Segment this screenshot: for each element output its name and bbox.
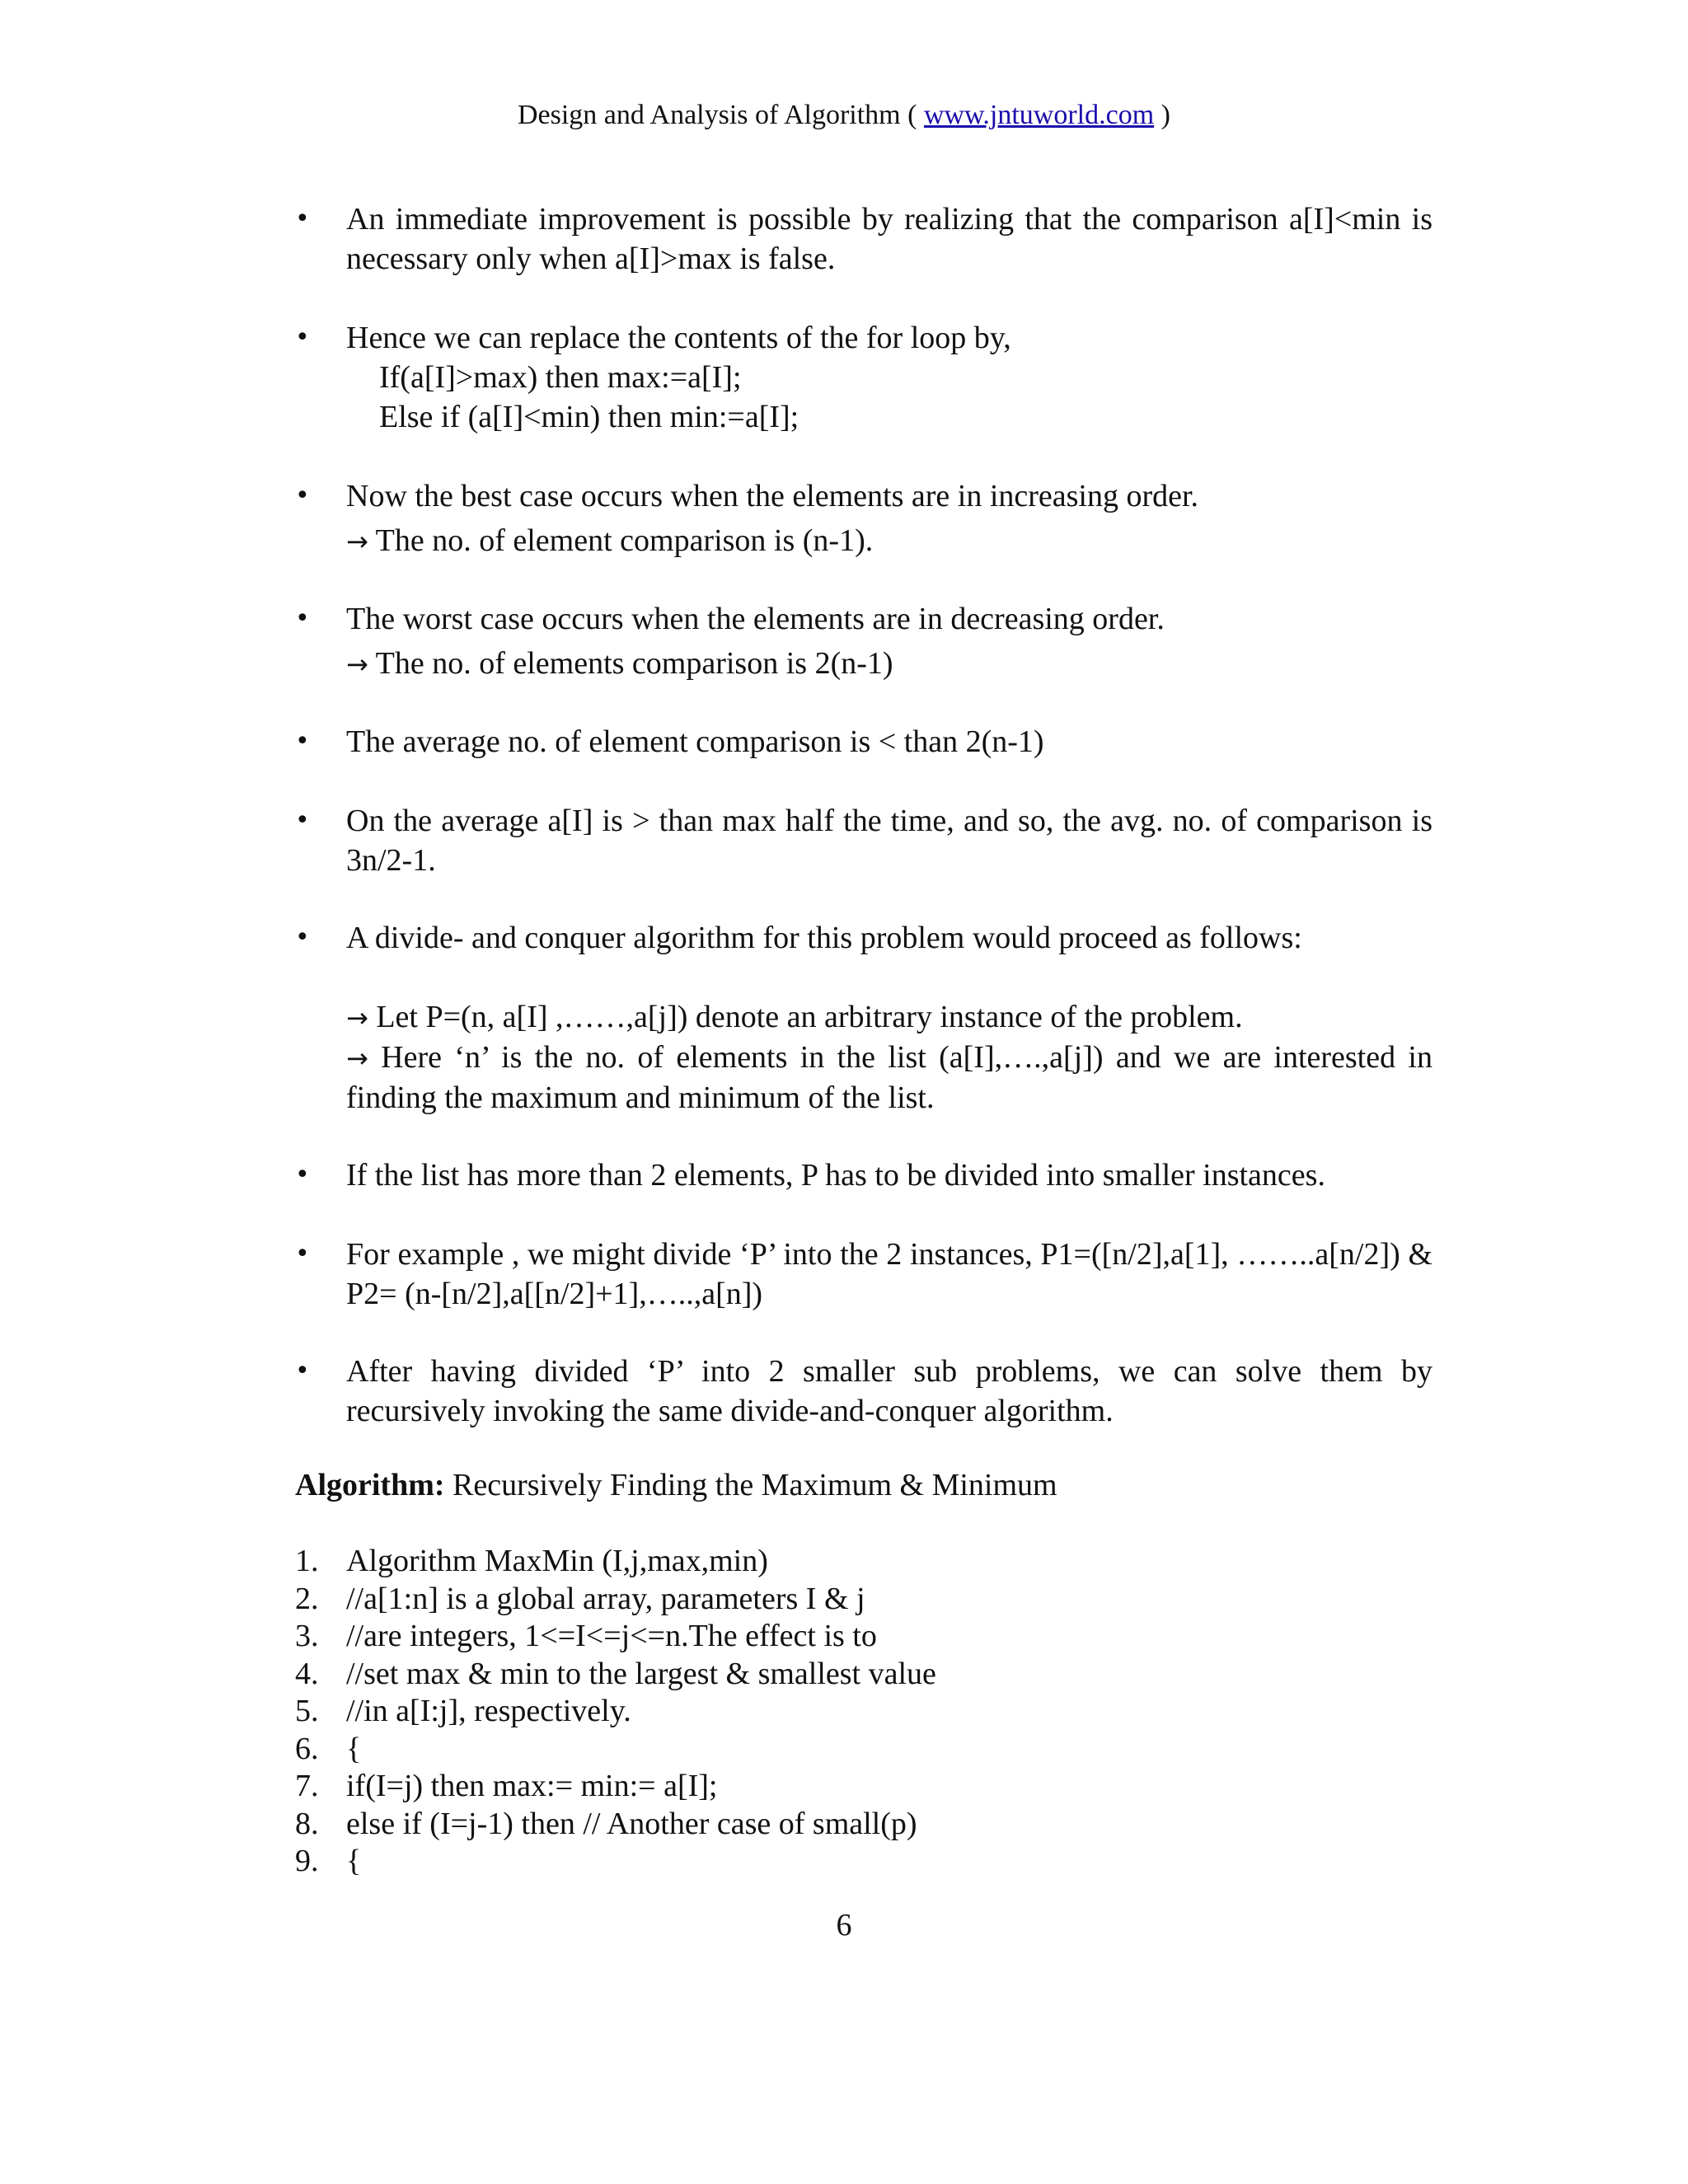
algorithm-line [295, 1656, 1432, 1694]
line-text: //set max & min to the largest & smallest value [346, 1656, 936, 1691]
bullet-item [295, 918, 1432, 1118]
header-link[interactable]: www.jntuworld.com [923, 100, 1155, 130]
line-text: //in a[I:j], respectively. [346, 1694, 631, 1728]
bullet-item [295, 1155, 1432, 1195]
arrow-icon: → [346, 1002, 368, 1033]
bullet-item [295, 801, 1432, 880]
arrow-icon: → [346, 1043, 368, 1074]
bullet-text-line: • Now the best case occurs when the elements are in increasing order. [346, 479, 1199, 513]
line-text: { [346, 1844, 362, 1878]
line-number: 6. [295, 1731, 319, 1766]
header-title: Design and Analysis of Algorithm ( [517, 100, 924, 130]
arrow-text: Here ‘n’ is the no. of elements in the list (a[I],….,a[j]) and we are interested in finding the maximum and minimum of the list. [346, 1040, 1432, 1115]
page-header [0, 97, 1688, 134]
line-text: else if (I=j-1) then // Another case of small(p) [346, 1806, 917, 1841]
algorithm-title: Recursively Finding the Maximum & Minimum [444, 1468, 1057, 1502]
bullet-text [346, 918, 1432, 1118]
bullet-item [295, 1352, 1432, 1431]
line-text: //a[1:n] is a global array, parameters I & j [346, 1581, 865, 1616]
bullet-text: • On the average a[I] is > than max half the time, and so, the avg. no. of comparison is 3n/2-1. [346, 804, 1432, 878]
bullet-item [295, 199, 1432, 279]
bullet-text: • For example , we might divide ‘P’ into the 2 instances, P1=([n/2],a[1], ……..a[n/2]) & P2= (n-[n/2],a[[n/2]+1],…..,a[n]) [346, 1237, 1432, 1311]
bullet-text: • An immediate improvement is possible by realizing that the comparison a[I]<min is necessary only when a[I]>max is false. [346, 202, 1432, 276]
arrow-line [346, 1038, 1432, 1118]
algorithm-line [295, 1806, 1432, 1844]
algorithm-lines [295, 1543, 1432, 1881]
bullet-text [346, 476, 1432, 561]
bullet-item [295, 722, 1432, 762]
code-line: Else if (a[I]<min) then min:=a[I]; [379, 400, 799, 434]
line-number: 4. [295, 1656, 319, 1691]
page-number: 6 [836, 1908, 852, 1943]
algorithm-line [295, 1843, 1432, 1881]
line-number: 1. [295, 1544, 319, 1578]
line-number: 2. [295, 1581, 319, 1616]
line-text: Algorithm MaxMin (I,j,max,min) [346, 1544, 768, 1578]
algorithm-line [295, 1581, 1432, 1619]
arrow-icon: → [346, 526, 368, 557]
code-line: If(a[I]>max) then max:=a[I]; [379, 360, 742, 395]
main-content [295, 199, 1432, 1881]
arrow-icon: → [346, 649, 368, 680]
arrow-text: Let P=(n, a[I] ,……,a[j]) denote an arbitrary instance of the problem. [376, 1000, 1243, 1034]
bullet-text-line: • A divide- and conquer algorithm for this problem would proceed as follows: [346, 921, 1302, 955]
bullet-text: • If the list has more than 2 elements, P has to be divided into smaller instances. [346, 1158, 1325, 1193]
arrow-line [346, 521, 1432, 561]
bullet-item [295, 1235, 1432, 1314]
bullet-text-line: • The worst case occurs when the elements are in decreasing order. [346, 602, 1165, 636]
bullet-text: • After having divided ‘P’ into 2 smaller sub problems, we can solve them by recursively invoking the same divide-and-conquer algorithm. [346, 1354, 1432, 1428]
line-number: 3. [295, 1619, 319, 1653]
algorithm-heading [295, 1465, 1432, 1505]
bullet-item [295, 318, 1432, 437]
bullet-text-line: • Hence we can replace the contents of the for loop by, [346, 321, 1011, 355]
bullet-item [295, 599, 1432, 684]
bullet-text [346, 318, 1432, 437]
arrow-text: The no. of elements comparison is 2(n-1) [375, 646, 893, 681]
algorithm-line [295, 1768, 1432, 1806]
algorithm-line [295, 1543, 1432, 1581]
line-number: 9. [295, 1844, 319, 1878]
line-text: if(I=j) then max:= min:= a[I]; [346, 1769, 718, 1803]
line-number: 8. [295, 1806, 319, 1841]
bullet-item [295, 476, 1432, 561]
arrow-text: The no. of element comparison is (n-1). [375, 523, 874, 558]
bullet-text: • The average no. of element comparison is < than 2(n-1) [346, 724, 1044, 759]
header-suffix: ) [1154, 100, 1170, 130]
line-number: 5. [295, 1694, 319, 1728]
bullet-text [346, 599, 1432, 684]
algorithm-label: Algorithm: [295, 1468, 445, 1502]
arrow-line [346, 997, 1432, 1038]
arrow-line [346, 644, 1432, 684]
line-number: 7. [295, 1769, 319, 1803]
algorithm-line [295, 1618, 1432, 1656]
algorithm-line [295, 1731, 1432, 1769]
algorithm-line [295, 1693, 1432, 1731]
line-text: { [346, 1731, 362, 1766]
line-text: //are integers, 1<=I<=j<=n.The effect is to [346, 1619, 877, 1653]
